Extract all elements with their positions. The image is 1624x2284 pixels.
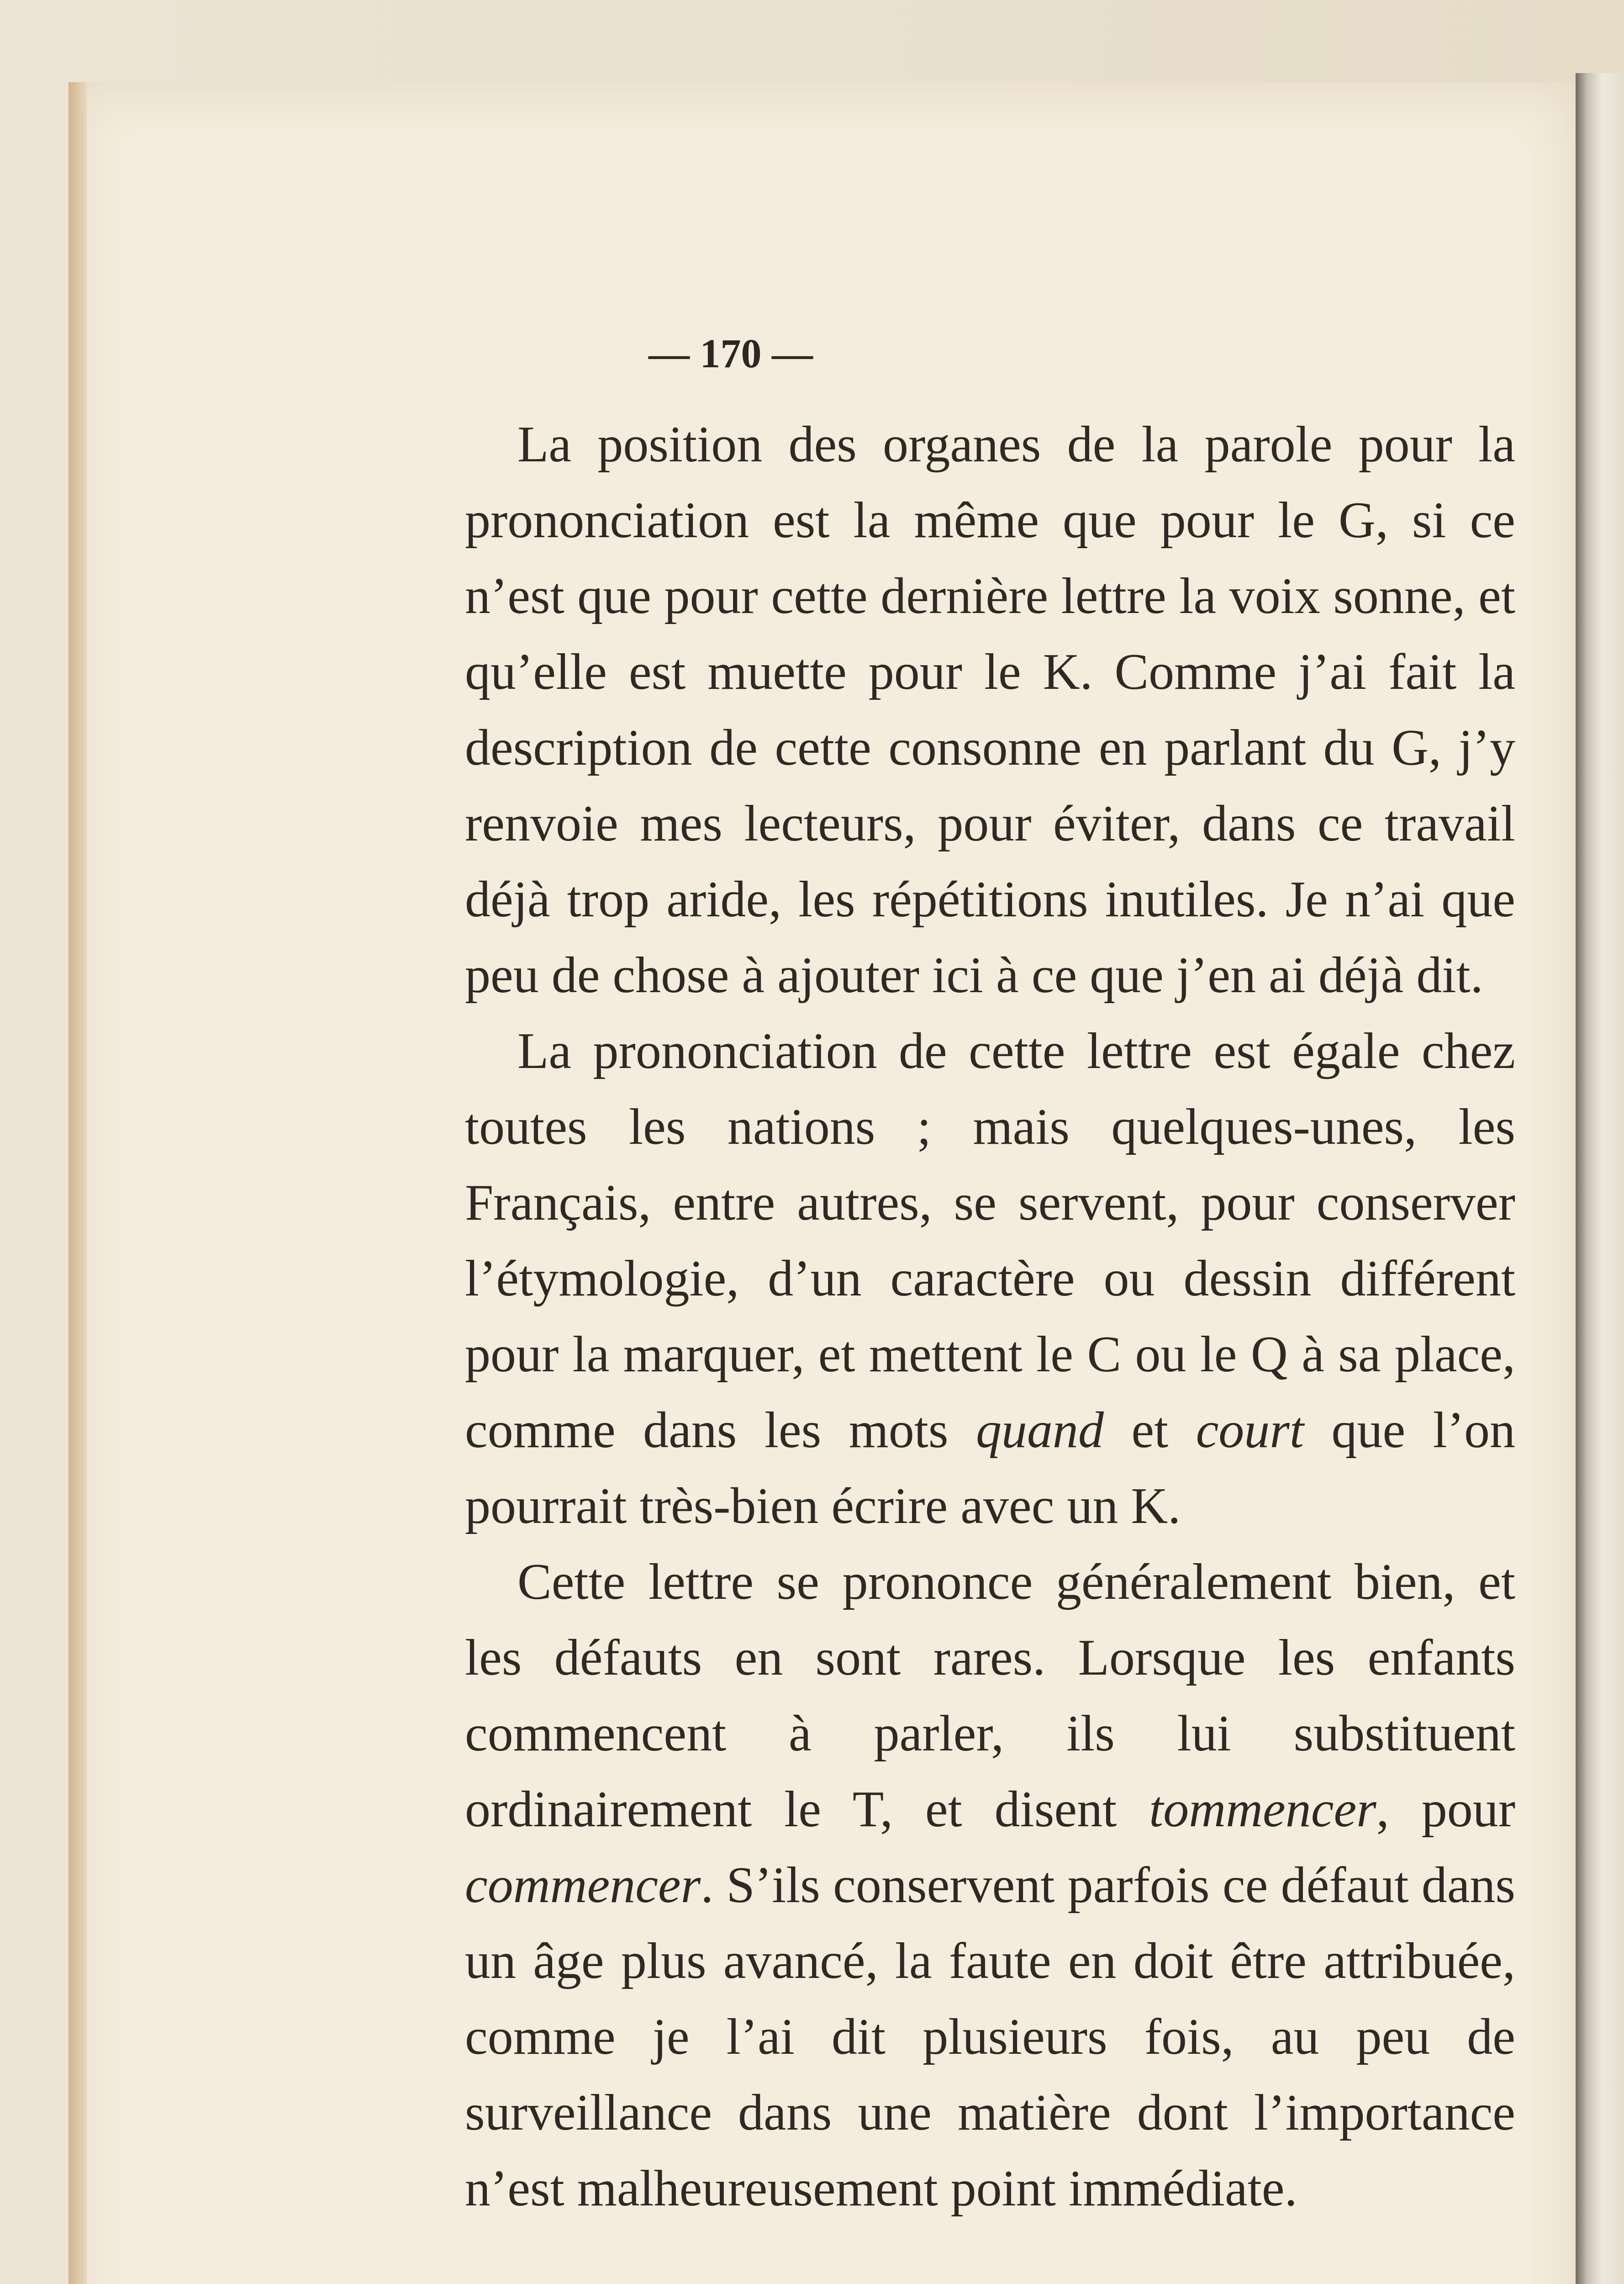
page-number: — 170 —: [649, 331, 813, 376]
paragraph-2: [465, 1013, 1515, 1544]
paragraph-3-segment-5: . S’ils conservent parfois ce défaut dans un âge plus avancé, la faute en doit être attribuée, comme je l’ai dit plusieurs fois, au peu de surveillance dans une matière dont l’importance n’est malheureusement point immédiate.: [465, 1857, 1515, 2217]
paragraph-2-italic-court: court: [1196, 1402, 1304, 1459]
paragraph-2-segment-5: que l’on pourrait très-bien écrire avec un K.: [465, 1402, 1515, 1534]
paragraph-3-italic-tommencer: tommencer: [1149, 1781, 1376, 1838]
paragraph-1-segment-1: La position des organes de la parole pour la prononciation est la même que pour le G, si ce n’est que pour cette dernière lettre la voix sonne, et qu’elle est muette pour le K. Comme j’ai fait la description de cette consonne en parlant du G, j’y renvoie mes lecteurs, pour éviter, dans ce travail déjà trop aride, les répétitions inutiles. Je n’ai que peu de chose à ajouter ici à ce que j’en ai déjà dit.: [465, 416, 1515, 1004]
page-left-edge: [69, 82, 87, 2284]
body-text: [465, 407, 1515, 2226]
paragraph-2-italic-quand: quand: [975, 1402, 1104, 1459]
paragraph-3-italic-commencer: commencer: [465, 1857, 701, 1914]
paragraph-3-segment-3: , pour: [1376, 1781, 1515, 1838]
paragraph-2-segment-1: La prononciation de cette lettre est égale chez toutes les nations ; mais quelques-unes, les Français, entre autres, se servent, pour conserver l’étymologie, d’un caractère ou dessin différent pour la marquer, et mettent le C ou le Q à sa place, comme dans les mots: [465, 1023, 1515, 1459]
paragraph-2-segment-3: et: [1103, 1402, 1196, 1459]
paragraph-1: [465, 407, 1515, 1013]
paragraph-3-segment-1: Cette lettre se prononce généralement bien, et les défauts en sont rares. Lorsque les enfants commencent à parler, ils lui substituent ordinairement le T, et disent: [465, 1554, 1515, 1838]
paragraph-3: [465, 1544, 1515, 2226]
page-right-edge: [1576, 73, 1624, 2284]
